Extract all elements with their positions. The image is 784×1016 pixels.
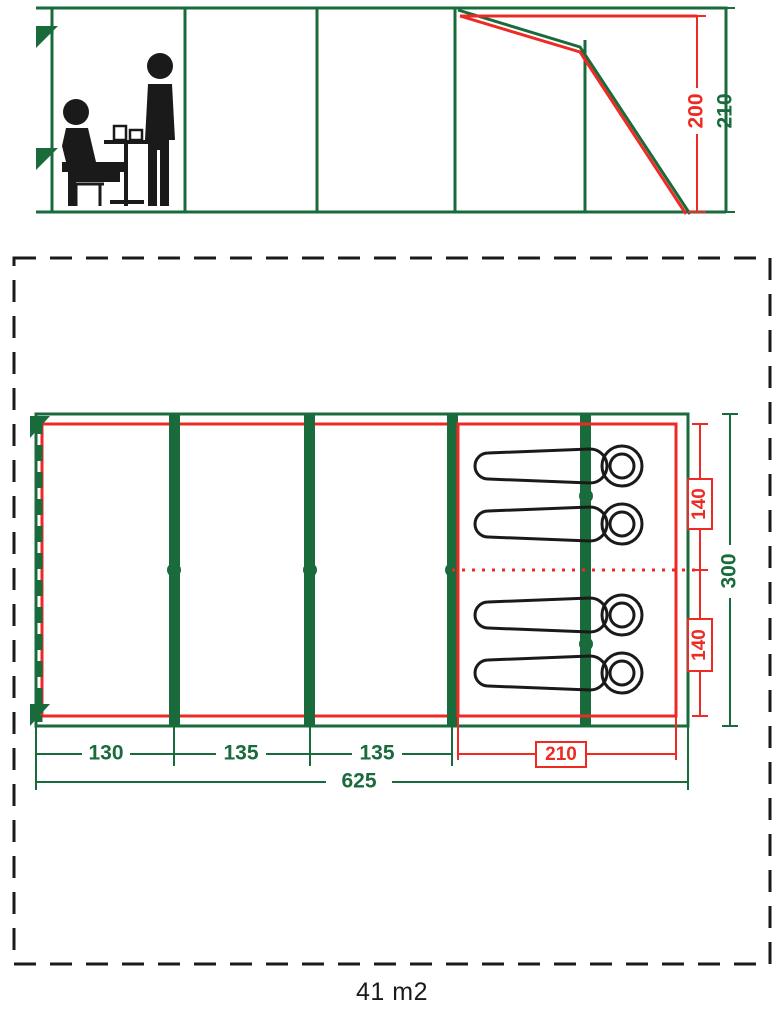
cup-right (130, 130, 142, 140)
sleeping-pods (475, 446, 642, 693)
dimension-bay-3-label: 135 (359, 741, 395, 765)
dimension-bay-1-label: 130 (88, 741, 124, 765)
dimension-bay-1 (36, 742, 174, 765)
dimension-outer-height-label: 210 (713, 93, 737, 129)
dimension-bay-2-label: 135 (223, 741, 259, 765)
cup-left (114, 126, 126, 140)
dimension-bedroom-depth-label: 210 (545, 744, 577, 766)
plan-pole-2-hub (303, 563, 317, 577)
sleeping-pod-1 (475, 446, 642, 486)
sleeping-pod-3 (475, 595, 642, 635)
standing-person (145, 53, 175, 206)
dimension-total-length (36, 770, 688, 793)
dimension-bay-2 (174, 742, 310, 765)
dimension-bay-3 (310, 742, 452, 765)
dimension-bedroom-lower-width (688, 570, 712, 716)
sleeping-pod-2 (475, 504, 642, 544)
dimension-bedroom-upper-width (688, 424, 712, 570)
dimension-total-width (718, 414, 741, 726)
dimension-inner-height (685, 16, 708, 212)
plan-pole-1-hub (167, 563, 181, 577)
elevation-door-marker-top (36, 26, 58, 48)
dimension-inner-height-label: 200 (684, 93, 708, 129)
plan-poles (167, 414, 593, 726)
plan-pole-4 (580, 414, 591, 726)
dimension-bedroom-lower-width-label: 140 (689, 629, 711, 661)
dimension-total-width-label: 300 (717, 553, 741, 589)
sleeping-pod-4 (475, 653, 642, 693)
floor-plan-view (14, 258, 770, 964)
dimension-total-length-label: 625 (341, 769, 377, 793)
elevation-rear-slope-outer (458, 10, 690, 214)
dimension-bedroom-upper-width-label: 140 (689, 488, 711, 520)
pitch-outline-dashed (14, 258, 770, 964)
plan-door-marker-top (30, 416, 50, 438)
elevation-door-marker-bottom (36, 148, 58, 170)
pitch-area-label: 41 m2 (356, 978, 428, 1006)
dimension-bedroom-depth (458, 716, 676, 767)
dimension-outer-height (714, 8, 737, 212)
side-elevation-view (36, 8, 737, 214)
plan-pole-4-hub-upper (579, 489, 593, 503)
plan-pole-4-hub-lower (579, 637, 593, 651)
